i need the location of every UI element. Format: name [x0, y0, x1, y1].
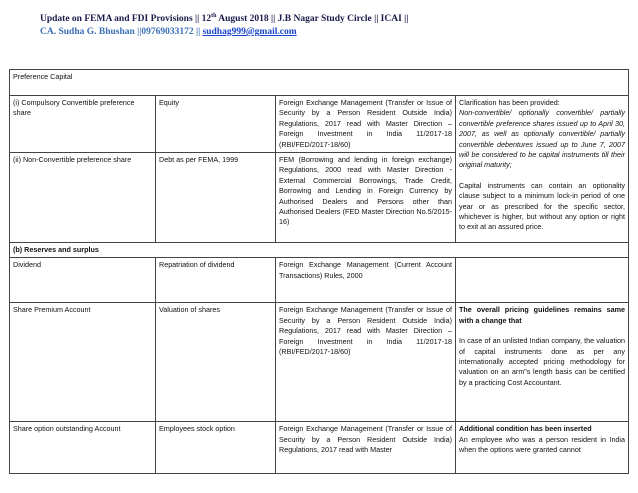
- table-row: [10, 422, 629, 474]
- table-row: [10, 70, 629, 96]
- table-cell: (ii) Non-Convertible preference share: [10, 153, 156, 243]
- table-cell: [456, 258, 629, 303]
- fema-provisions-table: [9, 69, 629, 474]
- clarification-para2: Capital instruments can contain an optionality clause subject to a minimum lock-in period of one year or as prescribed for the specific sector, whichever is higher, but without any option or right to exit at an assured price.: [459, 180, 626, 232]
- author-email-link[interactable]: sudhag999@gmail.com: [202, 27, 297, 38]
- table-row: [10, 243, 629, 258]
- header-author: [40, 26, 630, 39]
- pricing-guidelines-text: In case of an unlisted Indian company, the valuation of capital instruments done as per any internationally accepted pricing methodology for valuation on an arm”s length basis can be certified by a practicing Cost Accountant.: [459, 336, 626, 387]
- table-cell: Debt as per FEMA, 1999: [156, 153, 276, 243]
- header-title-part2: August 2018 || J.B Nagar Study Circle || ICAI ||: [216, 14, 409, 25]
- additional-condition-text: An employee who was a person resident in India when the options were granted cannot: [459, 434, 626, 455]
- table-cell: Foreign Exchange Management (Current Account Transactions) Rules, 2000: [276, 258, 456, 303]
- table-cell: Equity: [156, 96, 276, 153]
- table-row: [10, 96, 629, 153]
- preference-capital-heading: Preference Capital: [10, 70, 629, 96]
- additional-condition-cell: [456, 422, 629, 474]
- table-cell: Foreign Exchange Management (Transfer or Issue of Security by a Person Resident Outside India) Regulations, 2017 read with Master Direction – Foreign Investment in India 11/2017-18 (RBI/FED/2017-18/60): [276, 303, 456, 422]
- pricing-guidelines-heading: The overall pricing guidelines remains same with a change that: [459, 305, 626, 325]
- table-row: [10, 258, 629, 303]
- table-cell: Share Premium Account: [10, 303, 156, 422]
- table-cell: (i) Compulsory Convertible preference share: [10, 96, 156, 153]
- table-cell: Repatriation of dividend: [156, 258, 276, 303]
- table-cell: Valuation of shares: [156, 303, 276, 422]
- header-title: [40, 10, 630, 26]
- page-header: [40, 10, 630, 39]
- clarification-cell: [456, 96, 629, 243]
- table-cell: Employees stock option: [156, 422, 276, 474]
- reserves-surplus-heading: (b) Reserves and surplus: [10, 243, 629, 258]
- header-author-name-phone: CA. Sudha G. Bhushan ||09769033172 ||: [40, 27, 203, 38]
- table-cell: Foreign Exchange Management (Transfer or Issue of Security by a Person Resident Outside India) Regulations, 2017 read with Master Direction – Foreign Investment in India 11/2017-18 (RBI/FED/2017-18/60): [276, 96, 456, 153]
- header-title-part1: Update on FEMA and FDI Provisions || 12: [40, 14, 212, 25]
- table-cell: Share option outstanding Account: [10, 422, 156, 474]
- clarification-heading: Clarification has been provided:: [459, 98, 560, 107]
- additional-condition-heading: Additional condition has been inserted: [459, 424, 592, 434]
- clarification-italic-text: Non-convertible/ optionally convertible/ partially convertible preference shares issued up to April 30, 2007, as well as optionally convertible/ partially convertible debentures issued up to June 7, 2007 will be considered to be capital instruments till their original maturity;: [459, 108, 626, 170]
- table-cell: Foreign Exchange Management (Transfer or Issue of Security by a Person Resident Outside India) Regulations, 2017 read with Master: [276, 422, 456, 474]
- table-cell: Dividend: [10, 258, 156, 303]
- header-title-sup: th: [211, 13, 217, 19]
- table-cell: FEM (Borrowing and lending in foreign exchange) Regulations, 2000 read with Master Direction - External Commercial Borrowings, Trade Credit, Borrowing and Lending in Foreign Currency by Authorised Dealers and Persons other than Authorised Dealers (FED Master Direction No.5/2015-16): [276, 153, 456, 243]
- pricing-guidelines-cell: [456, 303, 629, 422]
- table-row: [10, 303, 629, 422]
